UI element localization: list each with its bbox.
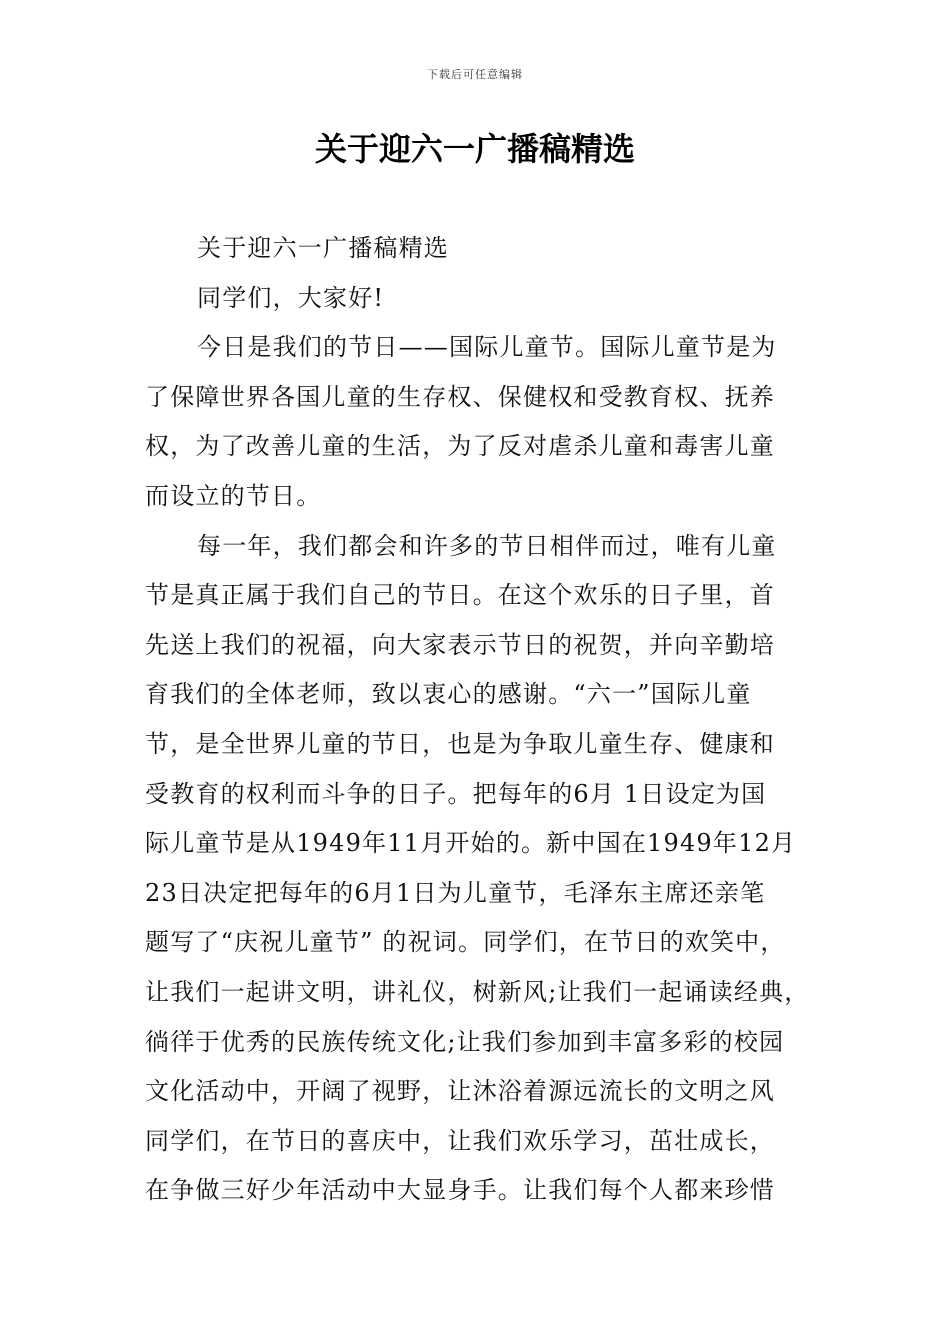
document-body	[145, 224, 825, 1216]
paragraph-1-line-1: 今日是我们的节日——国际儿童节。国际儿童节是为	[197, 333, 777, 362]
paragraph-1-line-4: 而设立的节日。	[145, 481, 322, 510]
paragraph-2-line-5: 节，是全世界儿童的节日，也是为争取儿童生存、健康和	[145, 729, 775, 758]
paragraph-1-line-3: 权，为了改善儿童的生活，为了反对虐杀儿童和毒害儿童	[145, 432, 775, 461]
page-header-note: 下载后可任意编辑	[427, 68, 523, 81]
paragraph-2-line-14: 在争做三好少年活动中大显身手。让我们每个人都来珍惜	[145, 1176, 775, 1205]
paragraph-2-line-13: 同学们，在节日的喜庆中，让我们欢乐学习，茁壮成长，	[145, 1126, 775, 1155]
body-subtitle-line: 关于迎六一广播稿精选	[197, 234, 449, 262]
paragraph-2-line-2: 节是真正属于我们自己的节日。在这个欢乐的日子里，首	[145, 581, 775, 610]
paragraph-2-line-3: 先送上我们的祝福，向大家表示节日的祝贺，并向辛勤培	[145, 630, 775, 659]
paragraph-2-line-12: 文化活动中，开阔了视野，让沐浴着源远流长的文明之风	[145, 1077, 775, 1106]
greeting-line: 同学们，大家好!	[197, 283, 385, 312]
paragraph-2-line-10: 让我们一起讲文明，讲礼仪，树新风;让我们一起诵读经典，	[145, 977, 810, 1006]
paragraph-2-line-1: 每一年，我们都会和许多的节日相伴而过，唯有儿童	[197, 531, 777, 560]
paragraph-2-line-4: 育我们的全体老师，致以衷心的感谢。“六一”国际儿童	[145, 680, 752, 709]
paragraph-1-line-2: 了保障世界各国儿童的生存权、保健权和受教育权、抚养	[145, 382, 775, 411]
paragraph-2-line-11: 徜徉于优秀的民族传统文化;让我们参加到丰富多彩的校园	[145, 1027, 785, 1056]
paragraph-2-line-6: 受教育的权利而斗争的日子。把每年的6月 1日设定为国	[145, 779, 767, 808]
paragraph-2-line-8: 23日决定把每年的6月1日为儿童节，毛泽东主席还亲笔	[145, 878, 766, 907]
paragraph-2-line-9: 题写了“庆祝儿童节” 的祝词。同学们，在节日的欢笑中，	[145, 928, 786, 957]
document-title: 关于迎六一广播稿精选	[314, 130, 635, 168]
paragraph-2-line-7: 际儿童节是从1949年11月开始的。新中国在1949年12月	[145, 829, 797, 858]
